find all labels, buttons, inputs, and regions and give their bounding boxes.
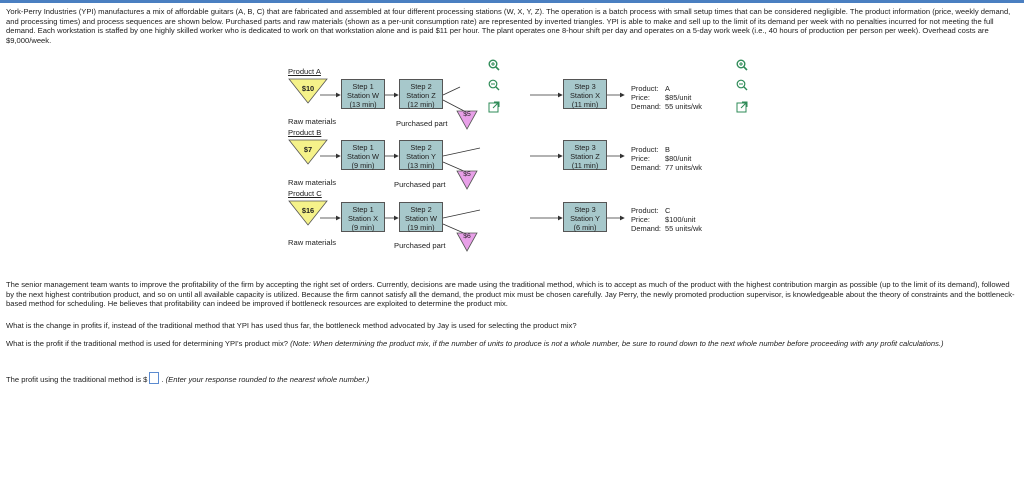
expand-icon[interactable] xyxy=(488,100,500,112)
purchased-cost-c: $6 xyxy=(463,233,471,240)
product-b-demand: 77 units/wk xyxy=(665,163,702,172)
purchased-part-label-c: Purchased part xyxy=(394,241,446,250)
product-b-label: Product B xyxy=(288,128,322,137)
step1-box-a: Step 1 Station W (13 min) xyxy=(341,79,385,109)
raw-materials-label-c: Raw materials xyxy=(288,238,337,247)
step3-box-b: Step 3 Station Z (11 min) xyxy=(563,140,607,170)
zoom-out-icon[interactable] xyxy=(488,78,500,90)
product-b-name: B xyxy=(665,145,670,154)
question-prompt: What is the change in profits if, instead of the traditional method that YPI has used thus far, the bottleneck method advocated by Jay is used for selecting the product mix? xyxy=(6,321,577,330)
step2-box-c: Step 2 Station W (19 min) xyxy=(399,202,443,232)
product-c-label: Product C xyxy=(288,189,322,198)
zoom-in-icon[interactable] xyxy=(736,58,748,70)
raw-cost-c: $16 xyxy=(301,206,315,215)
product-c-price: $100/unit xyxy=(665,215,696,224)
product-a-label: Product A xyxy=(288,67,321,76)
step3-box-a: Step 3 Station X (11 min) xyxy=(563,79,607,109)
scenario-paragraph: The senior management team wants to improve the profitability of the firm by accepting the right set of orders. Currently, decisions are made using the traditional method, which is to accept as much of the product with the highest contribution margin as possible (up to the limit of its demand), followed by the next highest contribution product, and so on until all available capacity is utilized. Because the firm cannot satisfy all the demand, the product mix must be chosen carefully. Jay Perry, the newly promoted production supervisor, is knowledgeable about the theory of constraints and the bottleneck-based method for scheduling. He believes that profitability can indeed be improved if bottleneck resources are exploited to determine the product mix. xyxy=(6,280,1015,309)
raw-cost-b: $7 xyxy=(303,145,313,154)
step2-box-b: Step 2 Station Y (13 min) xyxy=(399,140,443,170)
purchased-part-label-a: Purchased part xyxy=(396,119,448,128)
purchased-cost-a: $5 xyxy=(463,111,471,118)
product-a-name: A xyxy=(665,84,670,93)
product-b-price: $80/unit xyxy=(665,154,692,163)
subquestion-note: (Note: When determining the product mix, if the number of units to produce is not a whole number, be sure to round down to the next whole number before proceeding with any profit calculations.) xyxy=(290,339,944,348)
product-c-demand: 55 units/wk xyxy=(665,224,702,233)
product-c-info: Product: C Price: $100/unit Demand: 55 units/wk xyxy=(631,206,702,233)
step2-box-a: Step 2 Station Z (12 min) xyxy=(399,79,443,109)
purchased-cost-b: $5 xyxy=(463,171,471,178)
answer-line: The profit using the traditional method is $ . (Enter your response rounded to the nearest whole number.) xyxy=(6,372,1016,385)
product-a-price: $85/unit xyxy=(665,93,692,102)
expand-icon[interactable] xyxy=(736,100,748,112)
step1-box-c: Step 1 Station X (9 min) xyxy=(341,202,385,232)
zoom-in-icon[interactable] xyxy=(488,58,500,70)
raw-cost-a: $10 xyxy=(301,84,315,93)
answer-input[interactable] xyxy=(149,372,159,384)
zoom-out-icon[interactable] xyxy=(736,78,748,90)
raw-materials-label-a: Raw materials xyxy=(288,117,337,126)
product-c-name: C xyxy=(665,206,671,215)
subquestion: What is the profit if the traditional method is used for determining YPI's product mix? (Note: When determining the product mix, if the number of units to produce is not a whole number, be sure to round down to the next whole number before proceeding with any profit calculations.) xyxy=(6,339,944,348)
step1-box-b: Step 1 Station W (9 min) xyxy=(341,140,385,170)
purchased-part-label-b: Purchased part xyxy=(394,180,446,189)
answer-hint: (Enter your response rounded to the nearest whole number.) xyxy=(165,375,370,384)
step3-box-c: Step 3 Station Y (6 min) xyxy=(563,202,607,232)
product-b-info: Product: B Price: $80/unit Demand: 77 units/wk xyxy=(631,145,702,172)
problem-intro: York-Perry Industries (YPI) manufactures a mix of affordable guitars (A, B, C) that are fabricated and assembled at four different processing stations (W, X, Y, Z). The operation is a batch process with small setup times that can be considered negligible. The product information (price, weekly demand, and processing times) and process sequences are shown below. Purchased parts and raw materials (shown as a per-unit consumption rate) are represented by inverted triangles. YPI is able to make and sell up to the limit of its demand per week with no penalties incurred for not meeting the full demand. Each workstation is staffed by one highly skilled worker who is dedicated to work on that workstation alone and is paid $11 per hour. The plant operates one 8-hour shift per day and operates on a 5-day work week (i.e., 40 hours of production per person per week). Overhead costs are $9,000/week. xyxy=(6,7,1011,45)
product-a-info: Product: A Price: $85/unit Demand: 55 units/wk xyxy=(631,84,702,111)
raw-materials-label-b: Raw materials xyxy=(288,178,337,187)
product-a-demand: 55 units/wk xyxy=(665,102,702,111)
